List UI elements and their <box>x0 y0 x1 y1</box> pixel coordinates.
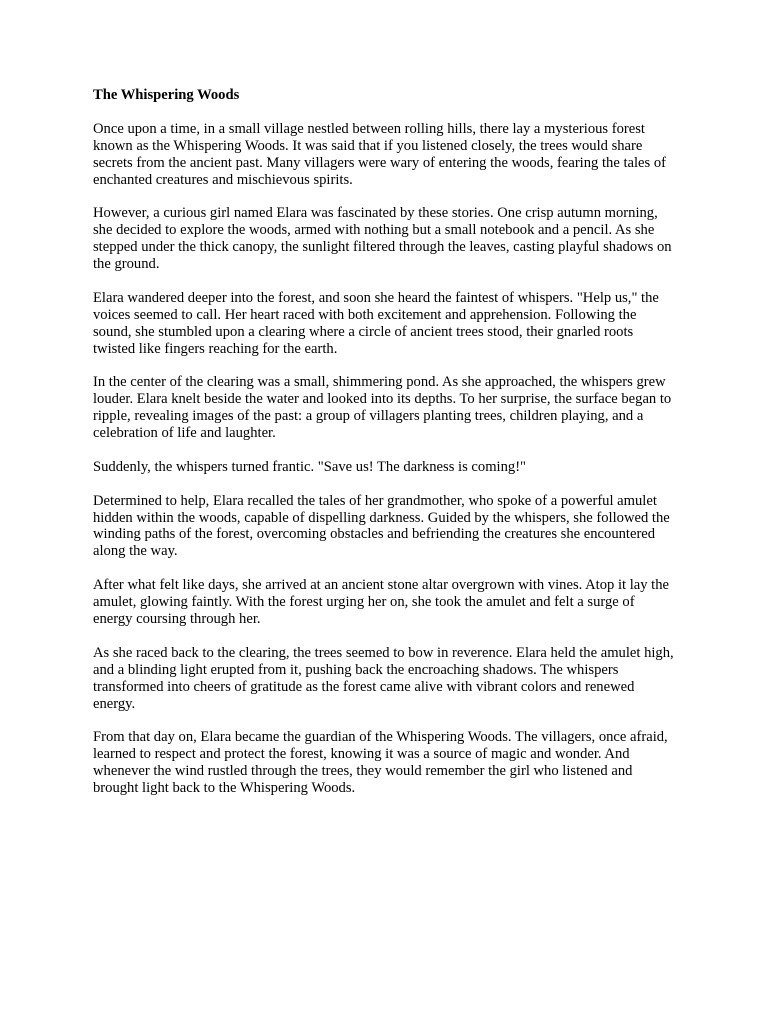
paragraph-2: However, a curious girl named Elara was fascinated by these stories. One crisp autumn morning, she decided to explore the woods, armed with nothing but a small notebook and a pencil. As she stepped under the thick canopy, the sunlight filtered through the leaves, casting playful shadows on the ground. <box>93 205 672 273</box>
paragraph-9: From that day on, Elara became the guardian of the Whispering Woods. The villagers, once afraid, learned to respect and protect the forest, knowing it was a source of magic and wonder. And whenever the wind rustled through the trees, they would remember the girl who listened and brought light back to the Whispering Woods. <box>93 729 668 797</box>
paragraph-3: Elara wandered deeper into the forest, and soon she heard the faintest of whispers. "Help us," the voices seemed to call. Her heart raced with both excitement and apprehension. Following the sound, she stumbled upon a clearing where a circle of ancient trees stood, their gnarled roots twisted like fingers reaching for the earth. <box>93 289 659 357</box>
document-title: The Whispering Woods <box>93 87 240 103</box>
paragraph-8: As she raced back to the clearing, the trees seemed to bow in reverence. Elara held the amulet high, and a blinding light erupted from it, pushing back the encroaching shadows. The whispers transformed into cheers of gratitude as the forest came alive with vibrant colors and renewed energy. <box>93 644 674 712</box>
paragraph-6: Determined to help, Elara recalled the tales of her grandmother, who spoke of a powerful amulet hidden within the woods, capable of dispelling darkness. Guided by the whispers, she followed the winding paths of the forest, overcoming obstacles and befriending the creatures she encountered along the way. <box>93 492 670 560</box>
paragraph-7: After what felt like days, she arrived at an ancient stone altar overgrown with vines. Atop it lay the amulet, glowing faintly. With the forest urging her on, she took the amulet and felt a surge of energy coursing through her. <box>93 577 670 627</box>
document-page <box>93 87 677 814</box>
paragraph-5: Suddenly, the whispers turned frantic. "Save us! The darkness is coming!" <box>93 458 527 475</box>
paragraph-4: In the center of the clearing was a small, shimmering pond. As she approached, the whispers grew louder. Elara knelt beside the water and looked into its depths. To her surprise, the surface began to ripple, revealing images of the past: a group of villagers planting trees, children playing, and a celebration of life and laughter. <box>93 374 672 442</box>
paragraph-1: Once upon a time, in a small village nestled between rolling hills, there lay a mysterious forest known as the Whispering Woods. It was said that if you listened closely, the trees would share secrets from the ancient past. Many villagers were wary of entering the woods, fearing the tales of enchanted creatures and mischievous spirits. <box>93 120 667 188</box>
